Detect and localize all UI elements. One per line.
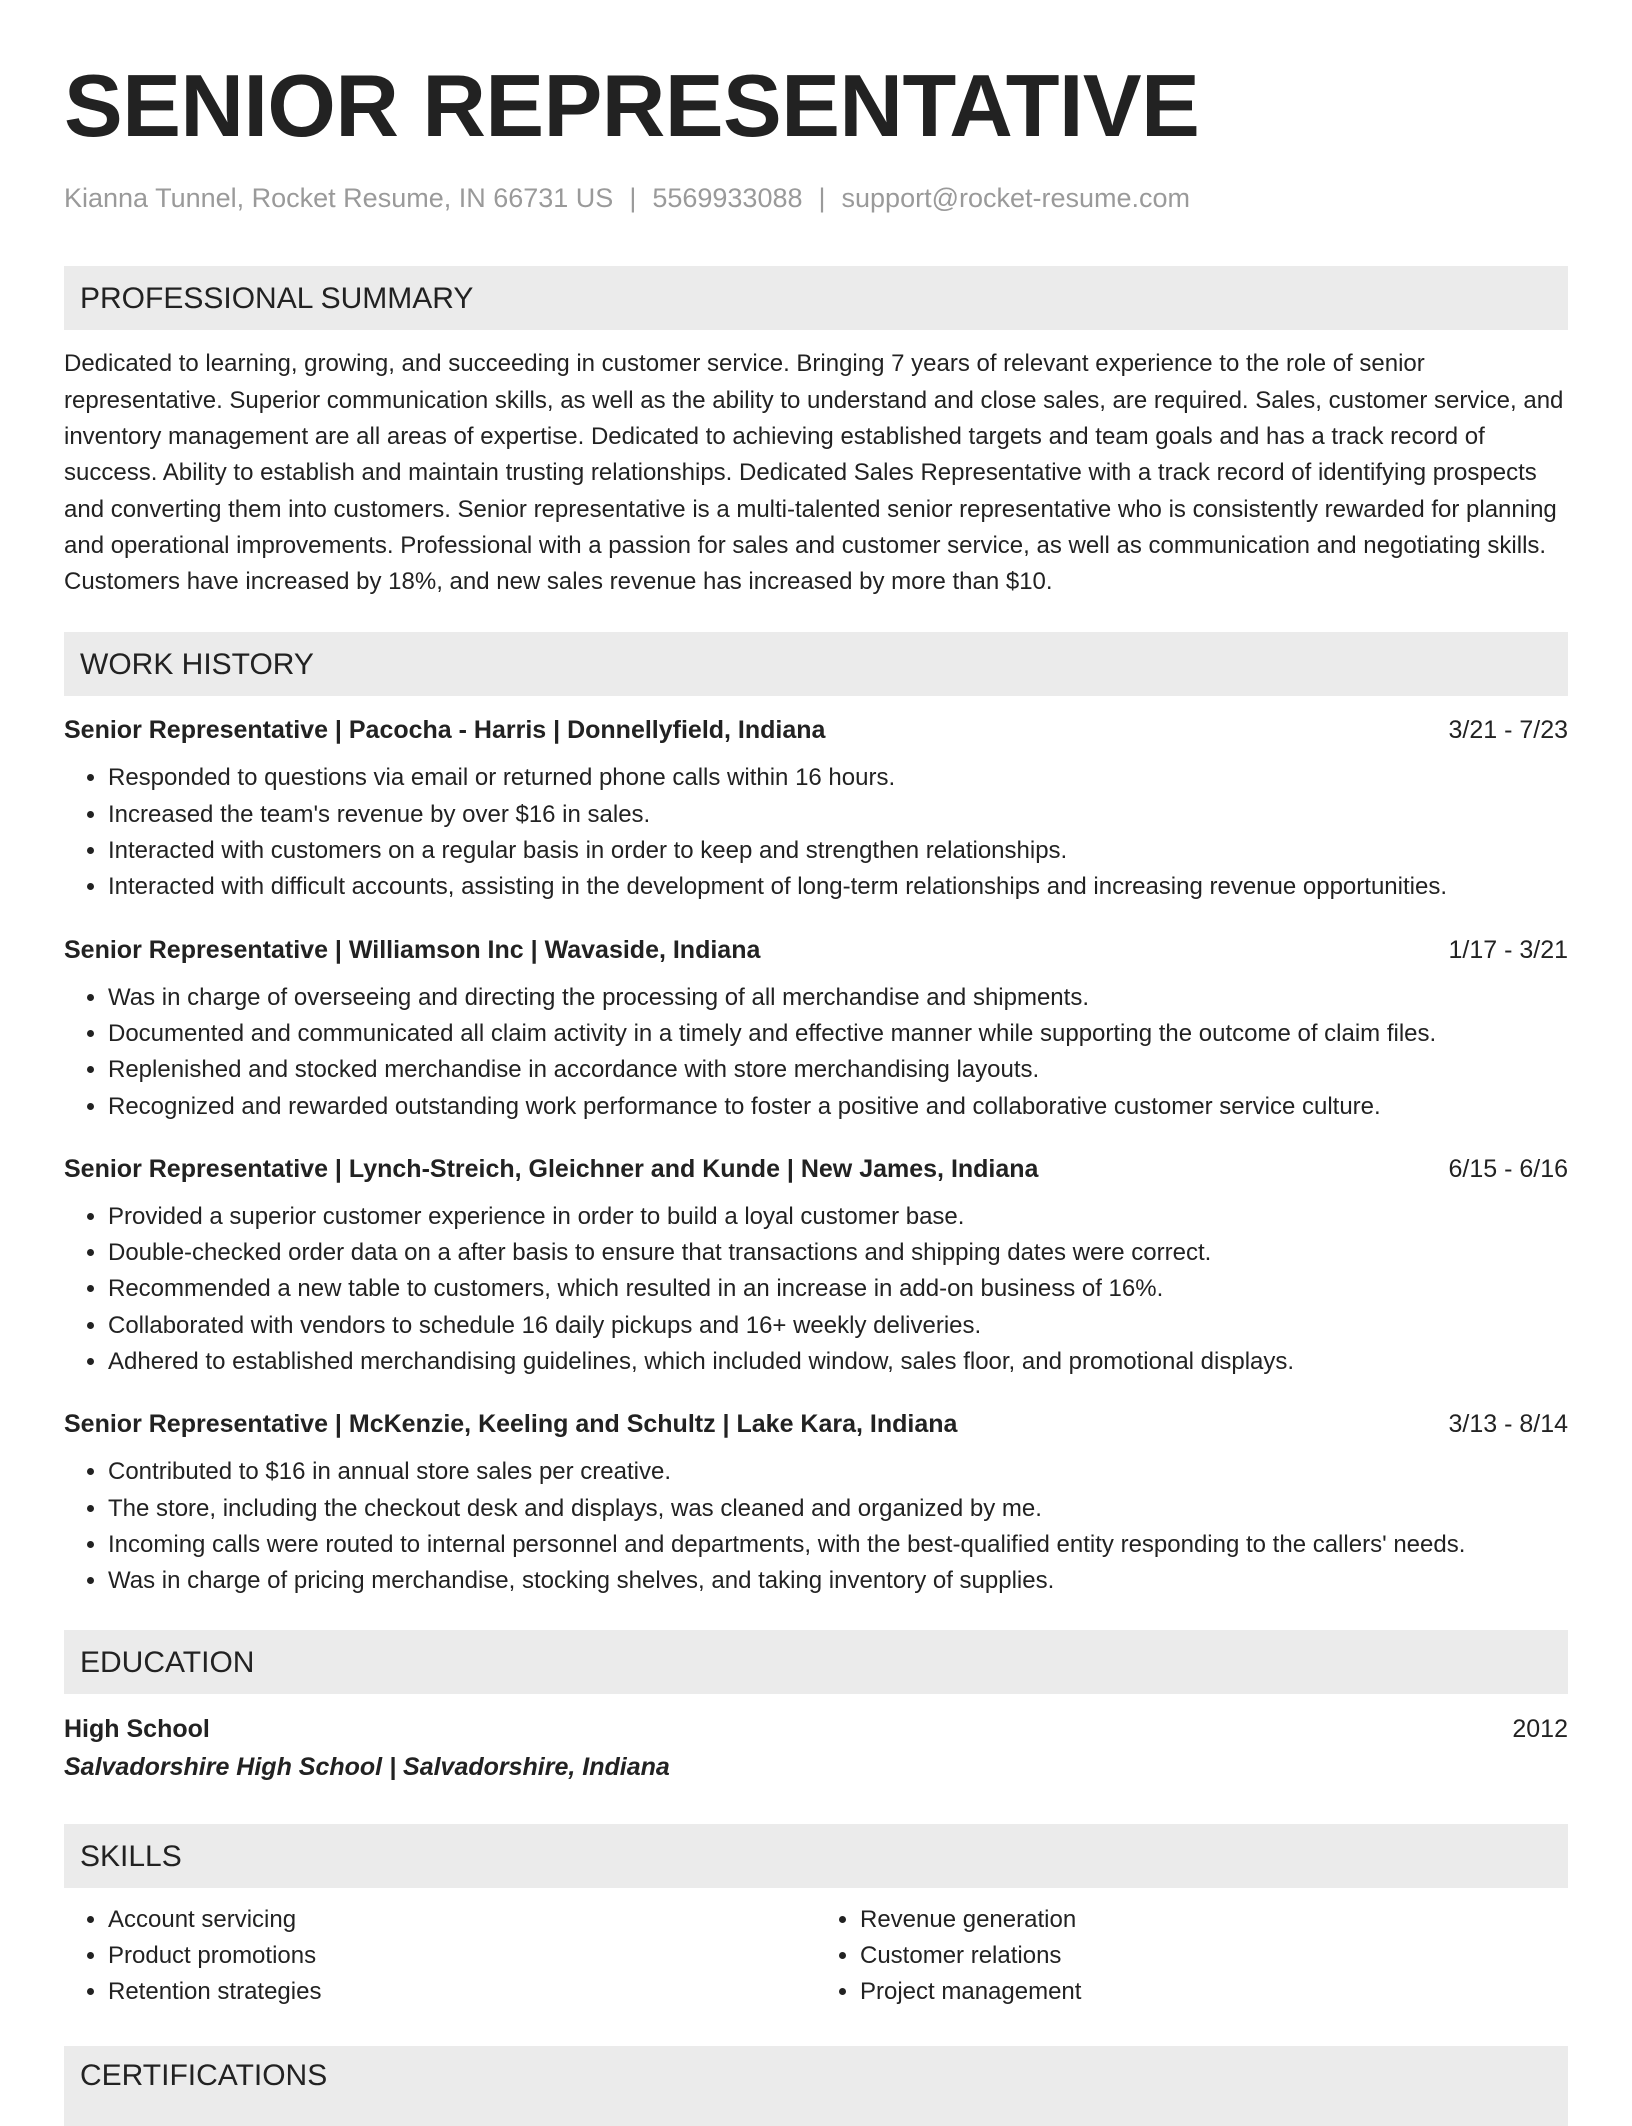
job-bullet: • Recognized and rewarded outstanding work performance to foster a positive and collaborative customer service culture. [108,1089,1568,1125]
section-heading-skills [64,1824,1568,1888]
contact-email: support@rocket-resume.com [841,183,1191,213]
job-bullet: • The store, including the checkout desk and displays, was cleaned and organized by me. [108,1491,1568,1527]
education-year: 2012 [1512,1714,1568,1743]
resume-title: SENIOR REPRESENTATIVE [64,56,1200,155]
education-school: Salvadorshire High School | Salvadorshire, Indiana [64,1752,670,1781]
job-bullets [64,760,1568,905]
job-bullet: • Recommended a new table to customers, which resulted in an increase in add-on business of 16%. [108,1271,1568,1307]
job-bullet: • Double-checked order data on a after basis to ensure that transactions and shipping dates were correct. [108,1235,1568,1271]
job-bullet: • Incoming calls were routed to internal personnel and departments, with the best-qualified entity responding to the callers' needs. [108,1527,1568,1563]
job-dates: 1/17 - 3/21 [1448,935,1568,964]
section-heading-label: EDUCATION [80,1645,255,1679]
job-bullets [64,1199,1568,1380]
contact-separator: | [818,183,826,213]
skill-item: • Product promotions [108,1938,816,1974]
section-heading-education [64,1630,1568,1694]
job-bullet: • Collaborated with vendors to schedule 16 daily pickups and 16+ weekly deliveries. [108,1308,1568,1344]
skills-list [64,1902,1568,2011]
summary-text: Dedicated to learning, growing, and succeeding in customer service. Bringing 7 years of relevant experience to the role of senior representative. Superior communication skills, as well as the ability to understand and close sales, are required. Sales, customer service, and inventory management are all areas of expertise. Dedicated to achieving established targets and team goals and has a track record of success. Ability to establish and maintain trusting relationships. Dedicated Sales Representative with a track record of identifying prospects and converting them into customers. Senior representative is a multi-talented senior representative who is consistently rewarded for planning and operational improvements. Professional with a passion for sales and customer service, as well as communication and negotiating skills. Customers have increased by 18%, and new sales revenue has increased by more than $10. [64,350,1564,596]
job-bullet: • Interacted with difficult accounts, assisting in the development of long-term relationships and increasing revenue opportunities. [108,869,1568,905]
skill-item: • Customer relations [860,1938,1568,1974]
job-title: Senior Representative | McKenzie, Keeling and Schultz | Lake Kara, Indiana [64,1410,958,1439]
job-title: Senior Representative | Lynch-Streich, Gleichner and Kunde | New James, Indiana [64,1154,1039,1183]
job-bullet: • Was in charge of overseeing and directing the processing of all merchandise and shipments. [108,980,1568,1016]
section-heading-summary [64,266,1568,330]
job-header [64,712,1568,748]
job-title: Senior Representative | Pacocha - Harris | Donnellyfield, Indiana [64,716,826,745]
skill-item: • Project management [860,1974,1568,2010]
section-heading-work [64,632,1568,696]
job-entry [64,1406,1568,1599]
job-header [64,932,1568,968]
job-entry [64,932,1568,1125]
education-entry [64,1710,1568,1786]
job-dates: 3/13 - 8/14 [1448,1410,1568,1439]
section-heading-label: PROFESSIONAL SUMMARY [80,282,474,316]
contact-separator: | [629,183,637,213]
job-bullet: • Adhered to established merchandising guidelines, which included window, sales floor, and promotional displays. [108,1344,1568,1380]
job-bullet: • Replenished and stocked merchandise in accordance with store merchandising layouts. [108,1052,1568,1088]
job-entry [64,712,1568,905]
job-bullet: • Increased the team's revenue by over $16 in sales. [108,797,1568,833]
job-header [64,1151,1568,1187]
section-heading-certifications [64,2046,1568,2126]
job-bullets [64,980,1568,1125]
job-title: Senior Representative | Williamson Inc | Wavaside, Indiana [64,935,761,964]
job-header [64,1406,1568,1442]
skills-column-right [816,1902,1568,2011]
job-bullet: • Provided a superior customer experience in order to build a loyal customer base. [108,1199,1568,1235]
job-bullet: • Interacted with customers on a regular basis in order to keep and strengthen relationships. [108,833,1568,869]
skill-item: • Account servicing [108,1902,816,1938]
job-dates: 3/21 - 7/23 [1448,716,1568,745]
contact-phone: 5569933088 [652,183,803,213]
job-bullet: • Was in charge of pricing merchandise, stocking shelves, and taking inventory of supplies. [108,1563,1568,1599]
job-entry [64,1151,1568,1380]
job-bullet: • Responded to questions via email or returned phone calls within 16 hours. [108,760,1568,796]
section-heading-label: SKILLS [80,1839,182,1873]
contact-address: Kianna Tunnel, Rocket Resume, IN 66731 US [64,183,614,213]
job-bullet: • Contributed to $16 in annual store sales per creative. [108,1454,1568,1490]
job-bullets [64,1454,1568,1599]
job-dates: 6/15 - 6/16 [1448,1154,1568,1183]
job-bullet: • Documented and communicated all claim activity in a timely and effective manner while supporting the outcome of claim files. [108,1016,1568,1052]
skill-item: • Retention strategies [108,1974,816,2010]
skills-column-left [64,1902,816,2011]
education-degree: High School [64,1714,210,1743]
skill-item: • Revenue generation [860,1902,1568,1938]
contact-line [64,182,1568,214]
education-header [64,1710,1568,1748]
section-heading-label: WORK HISTORY [80,648,314,682]
section-heading-label: CERTIFICATIONS [80,2059,328,2093]
